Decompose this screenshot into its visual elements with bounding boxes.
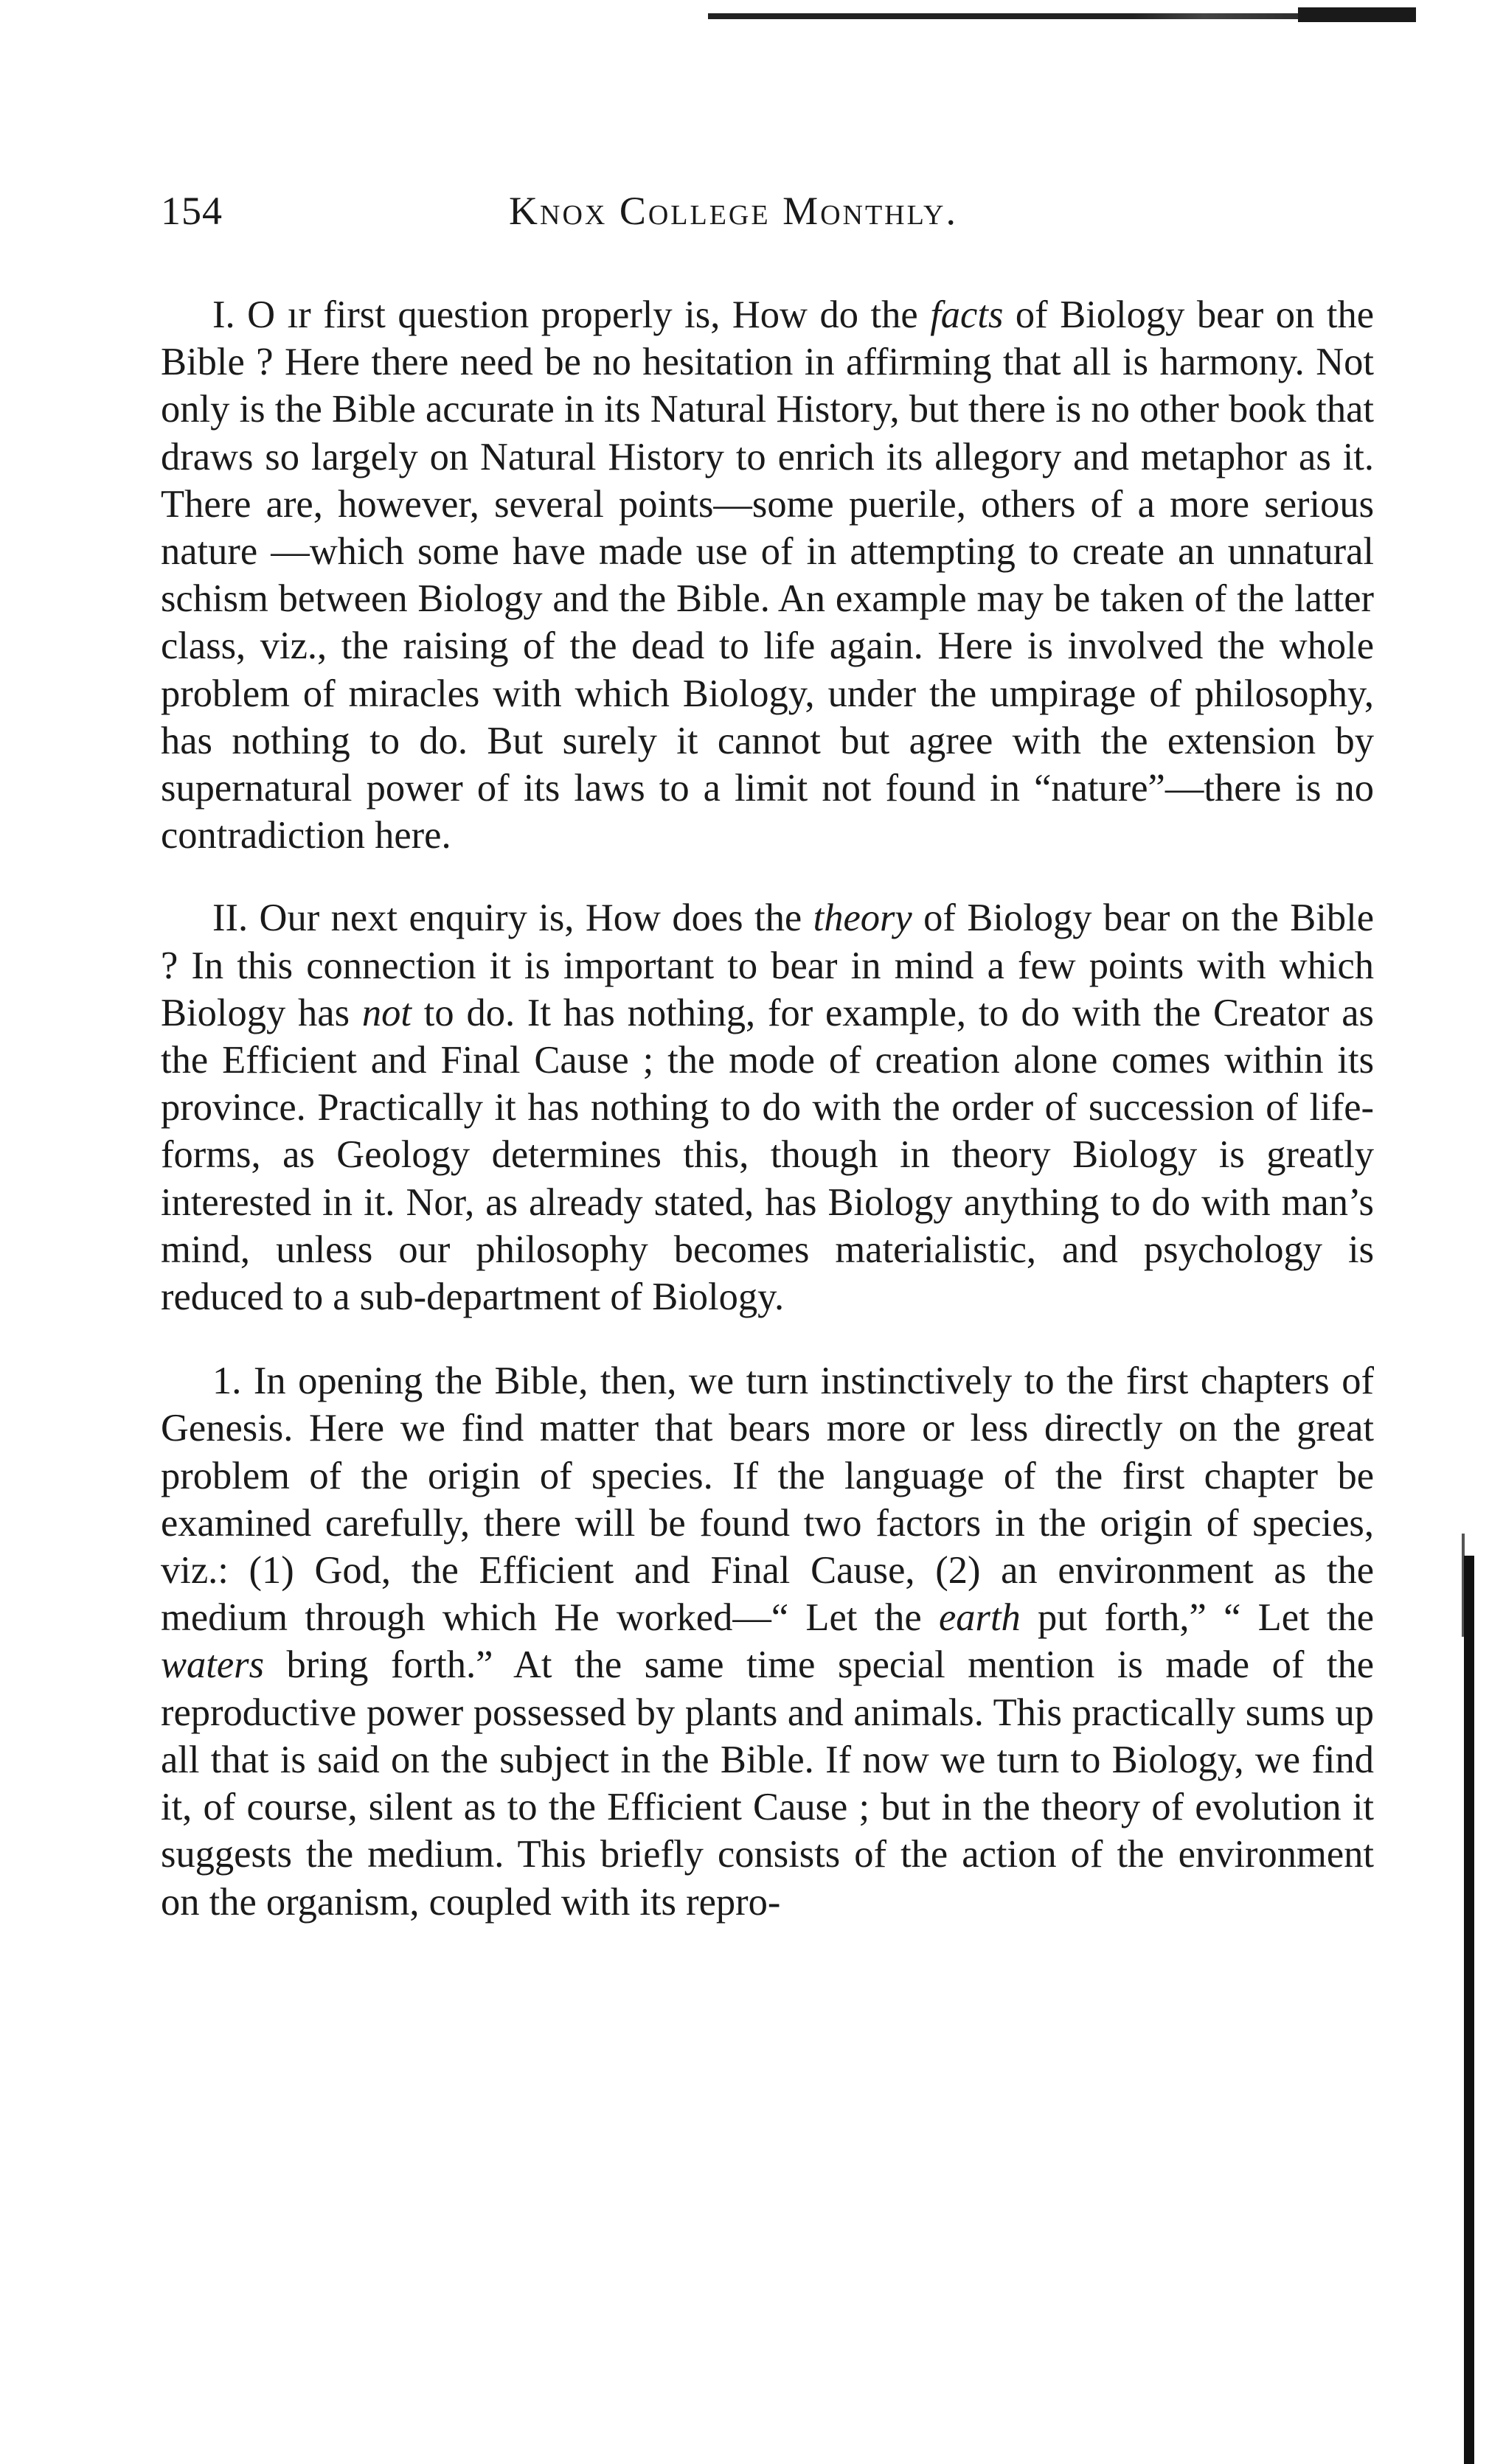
- text-run: of Biology bear on the Bible ? In this connection it is important to bear in mind a few points with which Biology has: [161, 897, 1375, 1034]
- italic-term: facts: [930, 293, 1004, 336]
- text-run: 1. In opening the Bible, then, we turn instinctively to the first chapters of Genesis. Here we find matter that bears more or less directly on the great problem of the origin of species. If the language of the first chapter be examined carefully, there will be found two factors in the origin of species, viz.: (1) God, the Efficient and Final Cause, (2) an environment as the medium through which He worked—“ Let the: [161, 1360, 1374, 1640]
- paragraph-facts: [161, 291, 1374, 859]
- running-head: [161, 188, 1374, 247]
- top-rule-mark: [1298, 7, 1416, 22]
- body-text: [161, 291, 1374, 1926]
- italic-term: theory: [813, 897, 912, 940]
- text-run: I. O ır first question properly is, How do the: [212, 293, 931, 336]
- text-run: bring forth.” At the same time special mention is made of the reproductive power possessed by plants and animals. This practically sums up all that is said on the subject in the Bible. If now we turn to Biology, we find it, of course, silent as to the Efficient Cause ; but in the theory of evolution it suggests the medium. This briefly consists of the action of the environment on the organism, coupled with its repro-: [161, 1643, 1374, 1924]
- paragraph-theory: [161, 894, 1374, 1320]
- text-run: II. Our next enquiry is, How does the: [212, 897, 813, 940]
- italic-term: not: [361, 991, 412, 1034]
- italic-term: waters: [161, 1643, 265, 1687]
- binding-edge: [1464, 1556, 1474, 2464]
- text-run: to do. It has nothing, for example, to do with the Creator as the Efficient and Final Cause ; the mode of creation alone comes within its province. Practically it has nothing to do with the order of succession of life-forms, as Geology determines this, though in theory Biology is greatly interested in it. Nor, as already stated, has Biology anything to do with man’s mind, unless our philosophy becomes materialistic, and psychology is reduced to a sub-department of Biology.: [161, 991, 1374, 1319]
- paragraph-genesis: [161, 1357, 1374, 1925]
- page-number: 154: [161, 189, 223, 233]
- journal-title: Knox College Monthly.: [509, 189, 958, 233]
- text-run: put forth,” “ Let the: [1020, 1596, 1374, 1640]
- italic-term: earth: [938, 1596, 1021, 1640]
- text-run: of Biology bear on the Bible ? Here there need be no hesitation in affirming that all is harmony. Not only is the Bible accurate in its Natural History, but there is no other book that draws so largely on Natural History to enrich its allegory and metaphor as it. There are, however, several points—some puerile, others of a more serious nature —which some have made use of in attempting to create an unnatural schism between Biology and the Bible. An example may be taken of the latter class, viz., the raising of the dead to life again. Here is involved the whole problem of miracles with which Biology, under the umpirage of philosophy, has nothing to do. But surely it cannot but agree with the extension by supernatural power of its laws to a limit not found in “nature”—there is no contradiction here.: [161, 293, 1374, 857]
